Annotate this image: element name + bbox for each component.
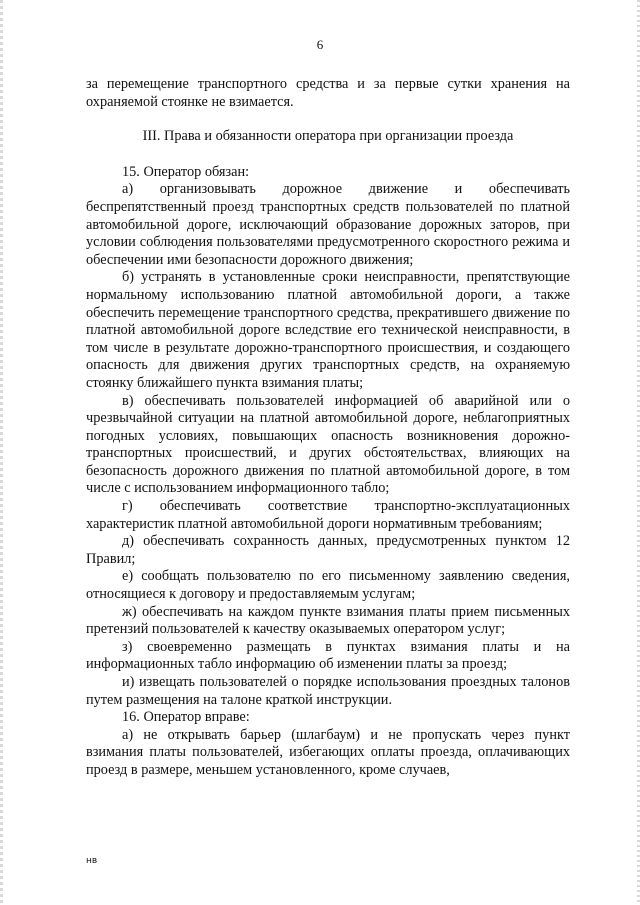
section-heading: III. Права и обязанности оператора при организации проезда <box>142 128 514 145</box>
clause-15-b: б) устранять в установленные сроки неисправности, препятствующие нормальному использованию платной автомобильной дороги, а также обеспечить перемещение транспортного средства, прекратившего движение по платной автомобильной дороге вследствие его технической неисправности, в том числе в результате дорожно-транспортного происшествия, и создающего опасность для движения других транспортных средств, на охраняемую стоянку ближайшего пункта взимания платы; <box>86 269 570 391</box>
clause-16-a: а) не открывать барьер (шлагбаум) и не пропускать через пункт взимания платы пользователей, избегающих оплаты проезда, оплачивающих проезд в размере, меньшем установленного, кроме случаев, <box>86 726 570 778</box>
clause-15-e: е) сообщать пользователю по его письменному заявлению сведения, относящиеся к договору и предоставляемым услугам; <box>86 568 570 603</box>
paragraph-continuation: за перемещение транспортного средства и за первые сутки хранения на охраняемой стоянке не взимается. <box>86 76 570 110</box>
clause-15-v: в) обеспечивать пользователей информацией об аварийной или о чрезвычайной ситуации на платной автомобильной дороге, неблагоприятных погодных условиях, повышающих опасность возникновения дорожно-транспортных происшествий, и других обстоятельствах, влияющих на безопасность дорожного движения по платной автомобильной дороге, в том числе с использованием информационного табло; <box>86 392 570 497</box>
clause-16: 16. Оператор вправе: <box>122 709 250 726</box>
document-body <box>86 76 570 780</box>
clause-15-zh: ж) обеспечивать на каждом пункте взимания платы прием письменных претензий пользователей к качеству оказываемых оператором услуг; <box>86 603 570 638</box>
clause-15-a: а) организовывать дорожное движение и обеспечивать беспрепятственный проезд транспортных средств пользователей по платной автомобильной дороге, исключающий образование дорожных заторов, при условии соблюдения пользователями предусмотренного скоростного режима и обеспечении ими безопасности дорожного движения; <box>86 181 570 268</box>
scan-edge-left <box>0 0 3 905</box>
footer-mark: нв <box>86 856 98 866</box>
clause-15-z: з) своевременно размещать в пунктах взимания платы и на информационных табло информацию об изменении платы за проезд; <box>86 638 570 673</box>
clause-15-d: д) обеспечивать сохранность данных, предусмотренных пунктом 12 Правил; <box>86 533 570 567</box>
clause-15-i: и) извещать пользователей о порядке использования проездных талонов путем размещения на талоне краткой инструкции. <box>86 674 570 708</box>
clause-15: 15. Оператор обязан: <box>122 163 250 180</box>
clause-15-g: г) обеспечивать соответствие транспортно-эксплуатационных характеристик платной автомобильной дороги нормативным требованиям; <box>86 498 570 532</box>
page-number: 6 <box>316 37 324 52</box>
